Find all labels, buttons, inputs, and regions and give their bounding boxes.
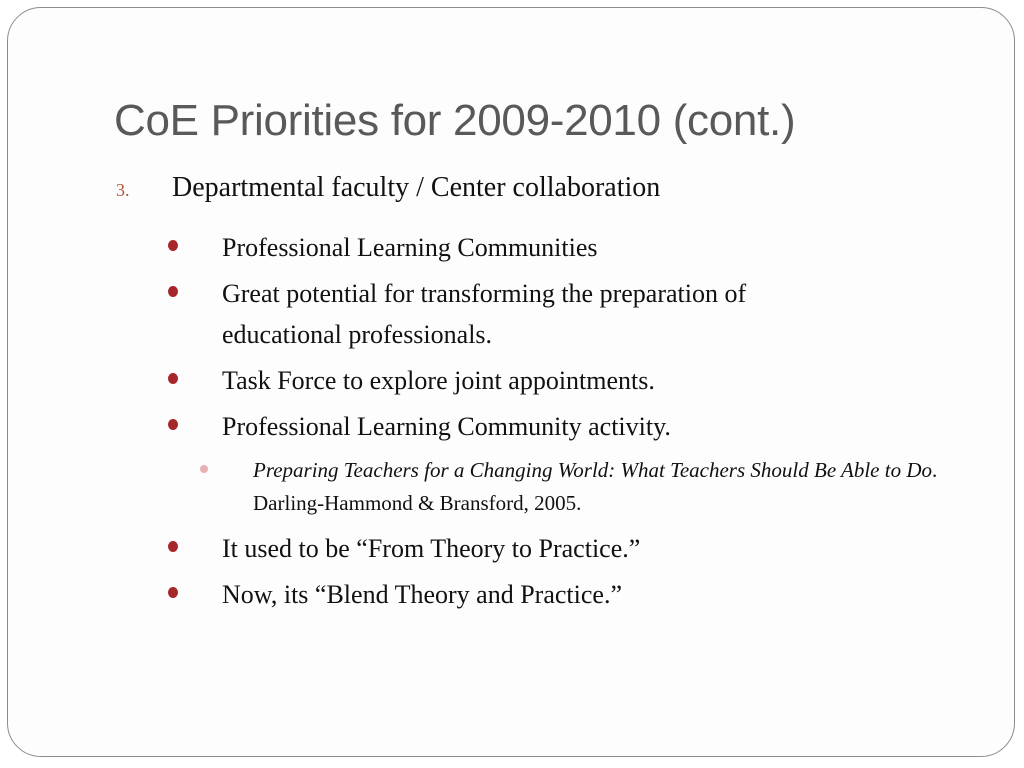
item-text: Departmental faculty / Center collaboration [172,172,661,203]
bullet-text: Professional Learning Community activity. [222,412,671,441]
item-number: 3. [116,180,130,200]
bullet-dot-icon [168,419,178,430]
slide-title: CoE Priorities for 2009-2010 (cont.) [114,96,796,145]
bullet-dot-icon [168,286,178,297]
sub-bullet-dot-icon [200,465,208,473]
bullet-dot-icon [168,587,178,598]
bullet-text: Now, its “Blend Theory and Practice.” [222,580,622,609]
bullet-dot-icon [168,541,178,552]
bullet-dot-icon [168,373,178,384]
bullet-text: Great potential for transforming the preparation of educational professionals. [222,279,747,349]
sub-bullet-text [253,454,943,520]
bullet-text: Professional Learning Communities [222,233,598,262]
book-title: Preparing Teachers for a Changing World: What Teachers Should Be Able to Do [253,458,932,482]
citation: . Darling-Hammond & Bransford, 2005. [253,458,938,515]
bullet-text: It used to be “From Theory to Practice.” [222,534,641,563]
slide [7,7,1015,757]
bullet-text: Task Force to explore joint appointments. [222,366,655,395]
bullet-dot-icon [168,240,178,251]
